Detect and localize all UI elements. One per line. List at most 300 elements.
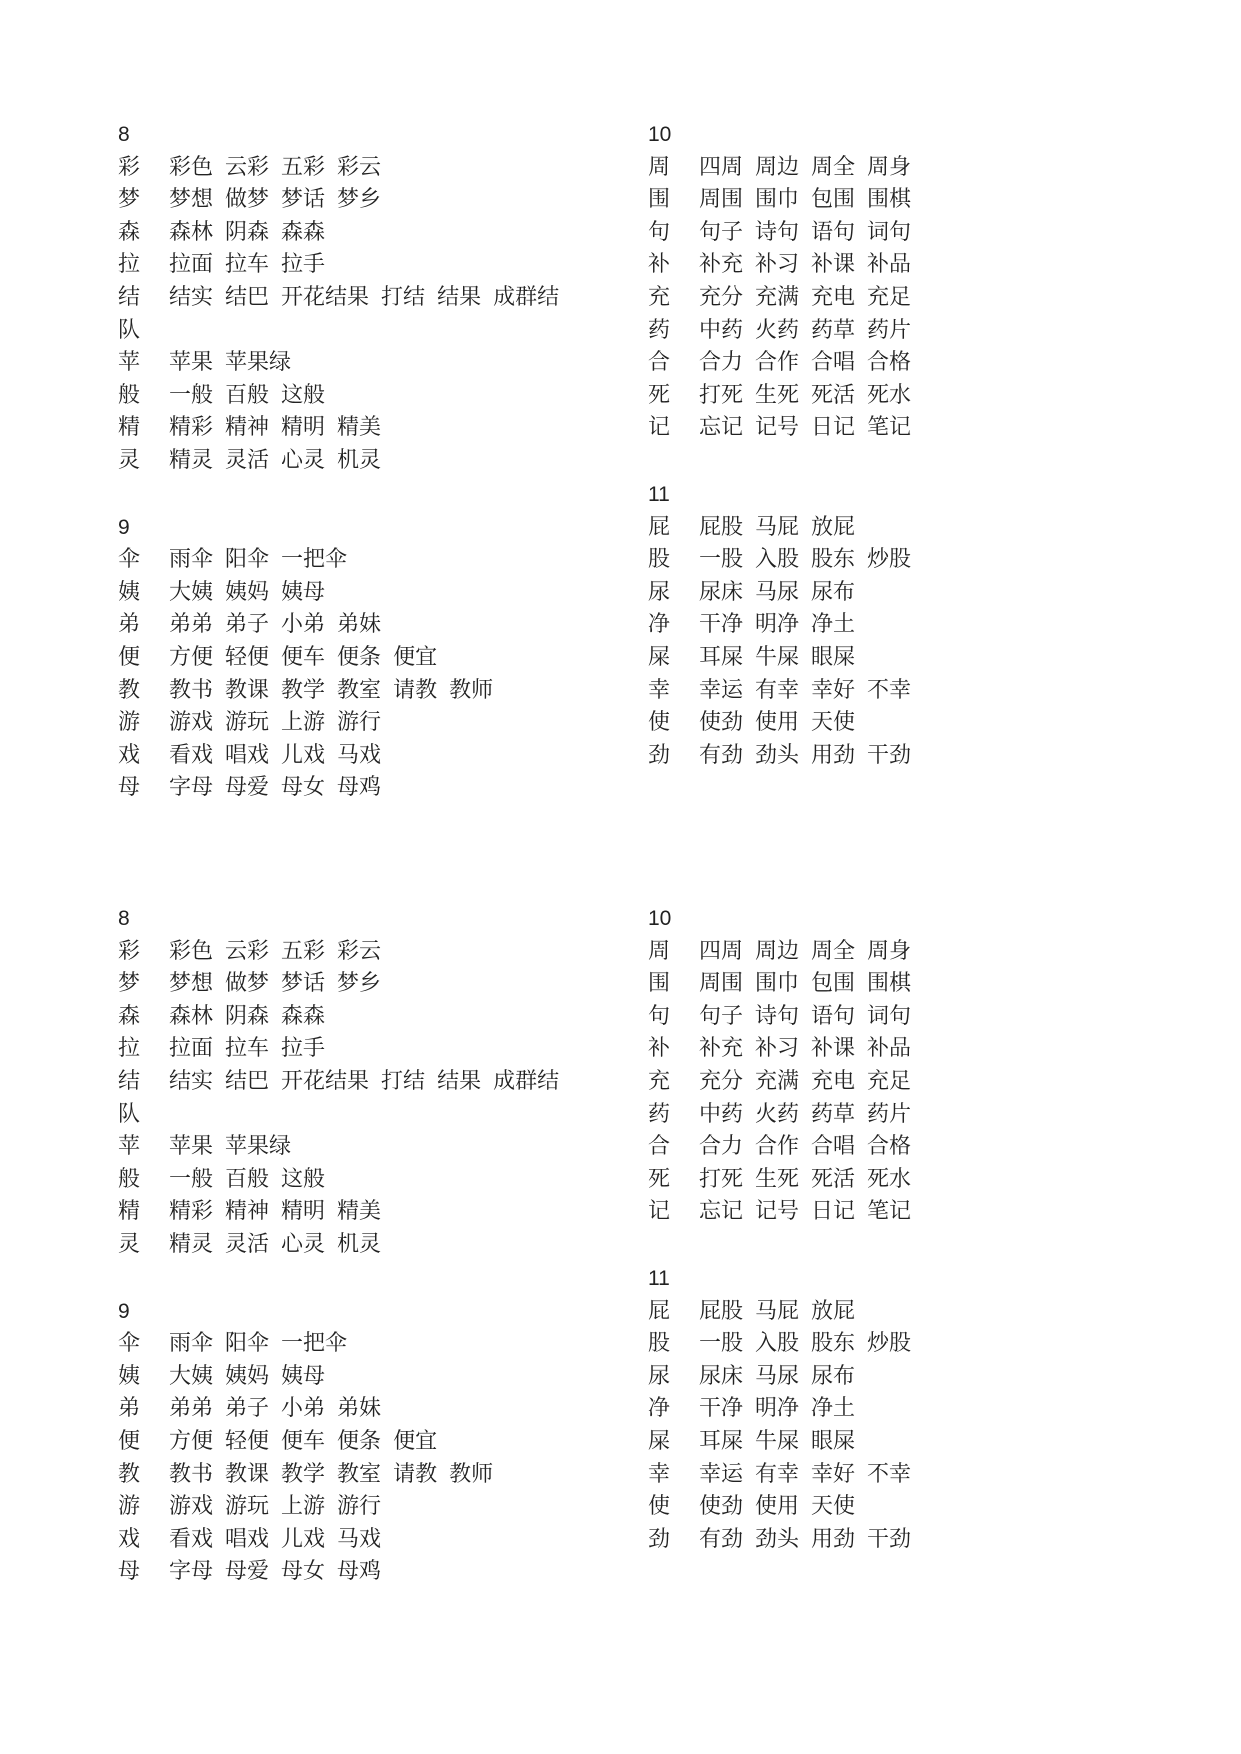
character-row [648, 577, 1208, 610]
character-row [118, 184, 638, 217]
character: 游 [118, 1494, 141, 1520]
word-list [169, 547, 359, 572]
character: 幸 [648, 1461, 671, 1487]
character: 梦 [118, 187, 141, 213]
word: 句子 [699, 219, 744, 245]
word: 打死 [699, 382, 744, 408]
character-row [118, 642, 638, 675]
word: 姨妈 [225, 1363, 270, 1389]
character: 戏 [118, 742, 141, 768]
word-list [169, 252, 337, 277]
word: 上游 [281, 1494, 326, 1520]
word: 幸运 [699, 1461, 744, 1487]
word: 用劲 [811, 742, 856, 768]
word: 合作 [755, 1134, 800, 1160]
character: 尿 [648, 1363, 671, 1389]
word-list [699, 1299, 867, 1324]
word-list [699, 1364, 867, 1389]
word-list [169, 448, 393, 473]
word: 精神 [225, 415, 270, 441]
character: 记 [648, 1199, 671, 1225]
word: 便车 [281, 644, 326, 670]
word: 词句 [867, 219, 912, 245]
character-row [648, 707, 1208, 740]
character-row [648, 1426, 1208, 1459]
character: 合 [648, 350, 671, 376]
character-row [648, 282, 1208, 315]
word-list [699, 350, 923, 375]
character-row [648, 1033, 1208, 1066]
word: 使劲 [699, 710, 744, 736]
word-list [169, 1167, 337, 1192]
word: 精神 [225, 1199, 270, 1225]
word: 死活 [811, 382, 856, 408]
word: 充足 [867, 284, 912, 310]
character-row [648, 642, 1208, 675]
word: 精明 [281, 415, 326, 441]
word-list [699, 1331, 923, 1356]
word: 补品 [867, 252, 912, 278]
character: 围 [648, 187, 671, 213]
word: 马尿 [755, 1363, 800, 1389]
character: 幸 [648, 677, 671, 703]
word: 充电 [811, 284, 856, 310]
word: 精美 [337, 415, 382, 441]
word-list [699, 939, 923, 964]
character: 尿 [648, 579, 671, 605]
word-list [169, 1036, 337, 1061]
character-row [118, 347, 638, 380]
word: 周边 [755, 154, 800, 180]
word: 成群结 [493, 1068, 560, 1094]
word: 精美 [337, 1199, 382, 1225]
character: 股 [648, 1331, 671, 1357]
character: 苹 [118, 350, 141, 376]
character-row [648, 675, 1208, 708]
character: 森 [118, 1003, 141, 1029]
word: 姨母 [281, 1363, 326, 1389]
word: 幸好 [811, 1461, 856, 1487]
character: 彩 [118, 154, 141, 180]
word-list [699, 1199, 923, 1224]
word: 便条 [337, 1428, 382, 1454]
word: 大姨 [169, 1363, 214, 1389]
lesson-section [118, 1296, 638, 1589]
word: 方便 [169, 1428, 214, 1454]
word-list [699, 678, 923, 703]
word: 语句 [811, 1003, 856, 1029]
word: 机灵 [337, 447, 382, 473]
character: 弟 [118, 612, 141, 638]
character: 周 [648, 154, 671, 180]
character-row [648, 1066, 1208, 1099]
word: 笔记 [867, 415, 912, 441]
character: 精 [118, 415, 141, 441]
word: 眼屎 [811, 644, 856, 670]
word: 围巾 [755, 971, 800, 997]
character: 使 [648, 710, 671, 736]
word: 教学 [281, 1461, 326, 1487]
word: 干劲 [867, 742, 912, 768]
word: 药片 [867, 1101, 912, 1127]
word: 补课 [811, 252, 856, 278]
word: 日记 [811, 1199, 856, 1225]
character: 补 [648, 252, 671, 278]
lesson-number: 9 [118, 1299, 130, 1323]
word: 尿床 [699, 579, 744, 605]
word-list [169, 155, 393, 180]
word: 净土 [811, 1396, 856, 1422]
character: 便 [118, 1428, 141, 1454]
character-row [118, 936, 638, 969]
word: 尿布 [811, 1363, 856, 1389]
section-gap [118, 478, 638, 512]
word: 看戏 [169, 1526, 214, 1552]
character-row [118, 217, 638, 250]
character: 补 [648, 1036, 671, 1062]
word: 教师 [449, 1461, 494, 1487]
word-list [699, 1004, 923, 1029]
character-row [648, 380, 1208, 413]
character: 梦 [118, 971, 141, 997]
word: 死水 [867, 1166, 912, 1192]
character-row [118, 412, 638, 445]
word: 母鸡 [337, 775, 382, 801]
word: 马尿 [755, 579, 800, 605]
word: 阳伞 [225, 547, 270, 573]
character-row [648, 609, 1208, 642]
word: 天使 [811, 1494, 856, 1520]
word-list [699, 971, 923, 996]
character: 般 [118, 382, 141, 408]
word: 日记 [811, 415, 856, 441]
character: 母 [118, 1559, 141, 1585]
word: 劲头 [755, 1526, 800, 1552]
character-row [648, 1131, 1208, 1164]
word: 彩云 [337, 938, 382, 964]
word: 马屁 [755, 1298, 800, 1324]
word-list [699, 1429, 867, 1454]
word: 一把伞 [281, 547, 348, 573]
word: 小弟 [281, 1396, 326, 1422]
word: 诗句 [755, 219, 800, 245]
word-list [699, 515, 867, 540]
word: 充分 [699, 1068, 744, 1094]
word: 放屁 [811, 514, 856, 540]
word-list [169, 350, 303, 375]
word: 马戏 [337, 1526, 382, 1552]
word: 使用 [755, 1494, 800, 1520]
word: 合作 [755, 350, 800, 376]
word: 结实 [169, 284, 214, 310]
lesson-section [648, 119, 1208, 445]
word: 梦乡 [337, 971, 382, 997]
character-row [118, 1556, 638, 1589]
word: 母女 [281, 1559, 326, 1585]
word: 火药 [755, 317, 800, 343]
word: 大姨 [169, 579, 214, 605]
word: 阴森 [225, 1003, 270, 1029]
word: 有幸 [755, 677, 800, 703]
character: 母 [118, 775, 141, 801]
word: 周身 [867, 938, 912, 964]
character: 般 [118, 1166, 141, 1192]
character: 姨 [118, 1363, 141, 1389]
word: 周全 [811, 938, 856, 964]
character: 劲 [648, 742, 671, 768]
character-row [118, 1001, 638, 1034]
character-row [648, 217, 1208, 250]
word: 梦想 [169, 971, 214, 997]
word: 方便 [169, 644, 214, 670]
word: 梦乡 [337, 187, 382, 213]
word: 死水 [867, 382, 912, 408]
character-row [648, 544, 1208, 577]
word: 四周 [699, 938, 744, 964]
word: 做梦 [225, 187, 270, 213]
word-list [169, 1069, 571, 1094]
word: 股东 [811, 1331, 856, 1357]
word: 机灵 [337, 1231, 382, 1257]
word-list [699, 252, 923, 277]
word: 阳伞 [225, 1331, 270, 1357]
character-row [648, 412, 1208, 445]
word: 弟子 [225, 1396, 270, 1422]
word: 弟弟 [169, 1396, 214, 1422]
character-row [648, 1099, 1208, 1132]
word: 净土 [811, 612, 856, 638]
word: 有劲 [699, 742, 744, 768]
word-list [699, 1102, 923, 1127]
word-continuation: 队 [118, 1101, 141, 1127]
word-list [169, 1494, 393, 1519]
word: 森林 [169, 219, 214, 245]
character-row [648, 315, 1208, 348]
word: 姨母 [281, 579, 326, 605]
lesson-number: 10 [648, 123, 672, 146]
word-list [169, 1429, 449, 1454]
word: 充满 [755, 284, 800, 310]
word: 教师 [449, 677, 494, 703]
word: 百般 [225, 382, 270, 408]
word: 精彩 [169, 1199, 214, 1225]
word: 心灵 [281, 1231, 326, 1257]
word: 结果 [437, 284, 482, 310]
word-list [169, 678, 505, 703]
character-row [648, 512, 1208, 545]
word: 合格 [867, 1134, 912, 1160]
character: 合 [648, 1134, 671, 1160]
word-list [169, 1004, 337, 1029]
word: 眼屎 [811, 1428, 856, 1454]
word: 明净 [755, 612, 800, 638]
character: 屎 [648, 644, 671, 670]
word: 结巴 [225, 1068, 270, 1094]
word: 耳屎 [699, 1428, 744, 1454]
word: 忘记 [699, 1199, 744, 1225]
word: 游玩 [225, 710, 270, 736]
word: 教学 [281, 677, 326, 703]
word-continuation: 队 [118, 317, 141, 343]
word-list [699, 1134, 923, 1159]
word: 合力 [699, 350, 744, 376]
word: 补品 [867, 1036, 912, 1062]
word: 精灵 [169, 447, 214, 473]
word: 教课 [225, 1461, 270, 1487]
word-list [699, 710, 867, 735]
character-row [118, 1164, 638, 1197]
word: 记号 [755, 415, 800, 441]
word-list [699, 1069, 923, 1094]
word: 拉车 [225, 252, 270, 278]
word-list [169, 1199, 393, 1224]
character-row [118, 609, 638, 642]
word-list [699, 645, 867, 670]
word: 母爱 [225, 775, 270, 801]
word: 幸好 [811, 677, 856, 703]
character-row [118, 577, 638, 610]
word: 劲头 [755, 742, 800, 768]
character: 充 [648, 284, 671, 310]
word: 上游 [281, 710, 326, 736]
word-list [699, 1167, 923, 1192]
word: 充满 [755, 1068, 800, 1094]
word: 唱戏 [225, 1526, 270, 1552]
word: 游行 [337, 1494, 382, 1520]
word: 补习 [755, 1036, 800, 1062]
word: 拉手 [281, 252, 326, 278]
word: 一股 [699, 547, 744, 573]
word: 补充 [699, 1036, 744, 1062]
lesson-section [648, 479, 1208, 772]
character: 拉 [118, 1036, 141, 1062]
word-list [699, 220, 923, 245]
word-list [699, 155, 923, 180]
word: 补充 [699, 252, 744, 278]
character-row [648, 936, 1208, 969]
character-row [118, 1131, 638, 1164]
word-list [169, 187, 393, 212]
word-list [169, 775, 393, 800]
word: 中药 [699, 1101, 744, 1127]
word: 请教 [393, 677, 438, 703]
word-list [699, 1494, 867, 1519]
word: 心灵 [281, 447, 326, 473]
word: 入股 [755, 547, 800, 573]
character-row [118, 968, 638, 1001]
word: 这般 [281, 382, 326, 408]
word-list [169, 710, 393, 735]
character: 充 [648, 1068, 671, 1094]
word: 围巾 [755, 187, 800, 213]
word: 炒股 [867, 1331, 912, 1357]
word-list [699, 187, 923, 212]
character-row [118, 380, 638, 413]
character: 森 [118, 219, 141, 245]
word: 有劲 [699, 1526, 744, 1552]
word: 马屁 [755, 514, 800, 540]
character: 净 [648, 1396, 671, 1422]
character-row [648, 1524, 1208, 1557]
character-row [118, 772, 638, 805]
character-row [118, 1229, 638, 1262]
word: 中药 [699, 317, 744, 343]
word: 用劲 [811, 1526, 856, 1552]
character: 记 [648, 415, 671, 441]
character-row [118, 1459, 638, 1492]
character: 游 [118, 710, 141, 736]
lesson-section [648, 903, 1208, 1229]
word: 尿布 [811, 579, 856, 605]
lesson-number: 11 [648, 1266, 670, 1290]
word: 结实 [169, 1068, 214, 1094]
word: 百般 [225, 1166, 270, 1192]
character: 围 [648, 971, 671, 997]
word-list [169, 1559, 393, 1584]
character-row [118, 1524, 638, 1557]
character: 拉 [118, 252, 141, 278]
word: 森森 [281, 1003, 326, 1029]
word: 做梦 [225, 971, 270, 997]
word: 梦话 [281, 971, 326, 997]
word: 开花结果 [281, 1068, 370, 1094]
word: 合唱 [811, 350, 856, 376]
word: 弟妹 [337, 612, 382, 638]
word: 合格 [867, 350, 912, 376]
character: 句 [648, 1003, 671, 1029]
character: 死 [648, 1166, 671, 1192]
word: 有幸 [755, 1461, 800, 1487]
character: 弟 [118, 1396, 141, 1422]
word: 补习 [755, 252, 800, 278]
word: 彩色 [169, 938, 214, 964]
character-row [118, 675, 638, 708]
character: 彩 [118, 938, 141, 964]
word: 一般 [169, 382, 214, 408]
word: 云彩 [225, 154, 270, 180]
word-list [169, 645, 449, 670]
character: 使 [648, 1494, 671, 1520]
word-list [699, 1036, 923, 1061]
word: 字母 [169, 1559, 214, 1585]
word-list [169, 1232, 393, 1257]
word: 母鸡 [337, 1559, 382, 1585]
word: 幸运 [699, 677, 744, 703]
word: 苹果绿 [225, 350, 292, 376]
word: 入股 [755, 1331, 800, 1357]
top-left-block [118, 119, 638, 805]
word-list [699, 318, 923, 343]
word-list [169, 743, 393, 768]
word: 句子 [699, 1003, 744, 1029]
character-row [118, 1491, 638, 1524]
word: 便车 [281, 1428, 326, 1454]
word-list [169, 1331, 359, 1356]
word: 周围 [699, 187, 744, 213]
character-row [118, 1196, 638, 1229]
word: 教课 [225, 677, 270, 703]
word: 教室 [337, 677, 382, 703]
character-row [118, 544, 638, 577]
word: 牛屎 [755, 644, 800, 670]
character: 灵 [118, 447, 141, 473]
character: 药 [648, 317, 671, 343]
word: 打结 [381, 1068, 426, 1094]
word: 拉面 [169, 252, 214, 278]
word: 便条 [337, 644, 382, 670]
word: 拉手 [281, 1036, 326, 1062]
word: 忘记 [699, 415, 744, 441]
